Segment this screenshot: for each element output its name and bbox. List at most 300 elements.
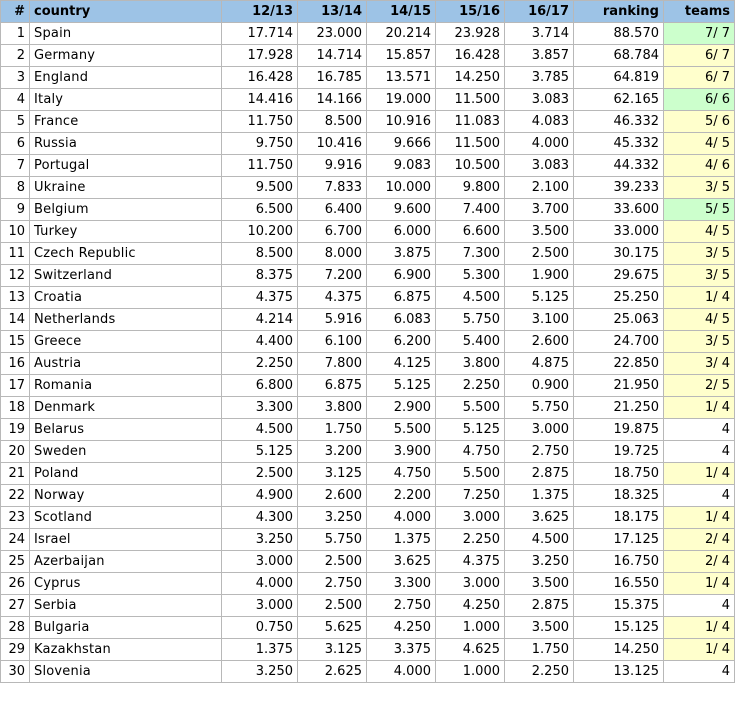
cell-season-2012-13: 3.250 bbox=[222, 529, 298, 551]
cell-season-2012-13: 2.500 bbox=[222, 463, 298, 485]
cell-season-2016-17: 5.750 bbox=[505, 397, 574, 419]
cell-season-2013-14: 3.125 bbox=[298, 639, 367, 661]
cell-season-2013-14: 3.125 bbox=[298, 463, 367, 485]
cell-teams: 1/ 4 bbox=[664, 463, 735, 485]
cell-season-2014-15: 6.083 bbox=[367, 309, 436, 331]
cell-rank-number: 8 bbox=[1, 177, 30, 199]
cell-season-2015-16: 3.000 bbox=[436, 573, 505, 595]
cell-season-2016-17: 0.900 bbox=[505, 375, 574, 397]
cell-season-2016-17: 3.083 bbox=[505, 155, 574, 177]
cell-rank-number: 17 bbox=[1, 375, 30, 397]
cell-rank-number: 1 bbox=[1, 23, 30, 45]
table-row bbox=[1, 133, 735, 155]
cell-rank-number: 29 bbox=[1, 639, 30, 661]
cell-season-2013-14: 7.200 bbox=[298, 265, 367, 287]
cell-rank-number: 4 bbox=[1, 89, 30, 111]
cell-season-2012-13: 9.500 bbox=[222, 177, 298, 199]
cell-season-2014-15: 4.125 bbox=[367, 353, 436, 375]
cell-season-2015-16: 11.500 bbox=[436, 133, 505, 155]
cell-rank-number: 7 bbox=[1, 155, 30, 177]
cell-ranking: 29.675 bbox=[574, 265, 664, 287]
table-row bbox=[1, 89, 735, 111]
cell-season-2015-16: 14.250 bbox=[436, 67, 505, 89]
cell-season-2014-15: 4.250 bbox=[367, 617, 436, 639]
cell-season-2015-16: 7.400 bbox=[436, 199, 505, 221]
cell-season-2014-15: 1.375 bbox=[367, 529, 436, 551]
cell-ranking: 16.550 bbox=[574, 573, 664, 595]
cell-teams: 1/ 4 bbox=[664, 507, 735, 529]
cell-ranking: 62.165 bbox=[574, 89, 664, 111]
header-teams[interactable]: teams bbox=[664, 1, 735, 23]
cell-season-2014-15: 6.875 bbox=[367, 287, 436, 309]
cell-ranking: 25.250 bbox=[574, 287, 664, 309]
cell-country: France bbox=[30, 111, 222, 133]
cell-season-2015-16: 7.250 bbox=[436, 485, 505, 507]
header-season-2015-16[interactable]: 15/16 bbox=[436, 1, 505, 23]
cell-country: Croatia bbox=[30, 287, 222, 309]
cell-rank-number: 24 bbox=[1, 529, 30, 551]
cell-country: Norway bbox=[30, 485, 222, 507]
table-row bbox=[1, 309, 735, 331]
cell-season-2013-14: 3.800 bbox=[298, 397, 367, 419]
cell-season-2014-15: 19.000 bbox=[367, 89, 436, 111]
cell-season-2013-14: 1.750 bbox=[298, 419, 367, 441]
cell-rank-number: 9 bbox=[1, 199, 30, 221]
header-season-2016-17[interactable]: 16/17 bbox=[505, 1, 574, 23]
cell-country: Switzerland bbox=[30, 265, 222, 287]
cell-country: Germany bbox=[30, 45, 222, 67]
cell-season-2016-17: 3.500 bbox=[505, 617, 574, 639]
cell-season-2014-15: 3.300 bbox=[367, 573, 436, 595]
cell-country: Israel bbox=[30, 529, 222, 551]
cell-country: Sweden bbox=[30, 441, 222, 463]
cell-season-2015-16: 11.083 bbox=[436, 111, 505, 133]
table-row bbox=[1, 463, 735, 485]
cell-rank-number: 20 bbox=[1, 441, 30, 463]
cell-rank-number: 13 bbox=[1, 287, 30, 309]
cell-season-2013-14: 2.500 bbox=[298, 595, 367, 617]
table-row bbox=[1, 353, 735, 375]
table-row bbox=[1, 331, 735, 353]
cell-season-2015-16: 4.250 bbox=[436, 595, 505, 617]
cell-season-2016-17: 3.785 bbox=[505, 67, 574, 89]
cell-season-2013-14: 6.875 bbox=[298, 375, 367, 397]
cell-season-2014-15: 10.000 bbox=[367, 177, 436, 199]
cell-country: Netherlands bbox=[30, 309, 222, 331]
cell-country: Russia bbox=[30, 133, 222, 155]
cell-season-2016-17: 4.083 bbox=[505, 111, 574, 133]
cell-teams: 1/ 4 bbox=[664, 287, 735, 309]
cell-season-2016-17: 4.000 bbox=[505, 133, 574, 155]
table-row bbox=[1, 23, 735, 45]
cell-ranking: 15.375 bbox=[574, 595, 664, 617]
cell-rank-number: 3 bbox=[1, 67, 30, 89]
cell-country: England bbox=[30, 67, 222, 89]
cell-country: Slovenia bbox=[30, 661, 222, 683]
cell-country: Portugal bbox=[30, 155, 222, 177]
cell-teams: 3/ 5 bbox=[664, 177, 735, 199]
cell-season-2014-15: 9.666 bbox=[367, 133, 436, 155]
cell-rank-number: 23 bbox=[1, 507, 30, 529]
cell-season-2013-14: 7.833 bbox=[298, 177, 367, 199]
cell-season-2014-15: 15.857 bbox=[367, 45, 436, 67]
table-row bbox=[1, 661, 735, 683]
cell-ranking: 19.725 bbox=[574, 441, 664, 463]
cell-season-2016-17: 2.875 bbox=[505, 463, 574, 485]
cell-rank-number: 2 bbox=[1, 45, 30, 67]
cell-season-2012-13: 4.300 bbox=[222, 507, 298, 529]
cell-ranking: 24.700 bbox=[574, 331, 664, 353]
cell-country: Spain bbox=[30, 23, 222, 45]
cell-season-2013-14: 5.750 bbox=[298, 529, 367, 551]
cell-season-2012-13: 17.928 bbox=[222, 45, 298, 67]
table-row bbox=[1, 177, 735, 199]
cell-ranking: 22.850 bbox=[574, 353, 664, 375]
cell-season-2016-17: 3.083 bbox=[505, 89, 574, 111]
cell-ranking: 44.332 bbox=[574, 155, 664, 177]
cell-season-2014-15: 2.900 bbox=[367, 397, 436, 419]
cell-country: Czech Republic bbox=[30, 243, 222, 265]
cell-season-2016-17: 1.375 bbox=[505, 485, 574, 507]
cell-ranking: 16.750 bbox=[574, 551, 664, 573]
cell-season-2014-15: 6.900 bbox=[367, 265, 436, 287]
cell-season-2012-13: 4.375 bbox=[222, 287, 298, 309]
cell-teams: 1/ 4 bbox=[664, 639, 735, 661]
cell-teams: 4 bbox=[664, 441, 735, 463]
cell-season-2012-13: 2.250 bbox=[222, 353, 298, 375]
cell-ranking: 14.250 bbox=[574, 639, 664, 661]
cell-season-2014-15: 3.875 bbox=[367, 243, 436, 265]
cell-country: Belarus bbox=[30, 419, 222, 441]
table-row bbox=[1, 45, 735, 67]
cell-ranking: 17.125 bbox=[574, 529, 664, 551]
cell-season-2015-16: 5.500 bbox=[436, 397, 505, 419]
cell-teams: 3/ 4 bbox=[664, 353, 735, 375]
cell-teams: 4/ 5 bbox=[664, 221, 735, 243]
cell-season-2015-16: 5.750 bbox=[436, 309, 505, 331]
cell-season-2013-14: 16.785 bbox=[298, 67, 367, 89]
header-season-2012-13[interactable]: 12/13 bbox=[222, 1, 298, 23]
cell-season-2014-15: 10.916 bbox=[367, 111, 436, 133]
table-row bbox=[1, 111, 735, 133]
cell-season-2015-16: 1.000 bbox=[436, 617, 505, 639]
cell-ranking: 33.000 bbox=[574, 221, 664, 243]
cell-season-2016-17: 2.750 bbox=[505, 441, 574, 463]
cell-season-2014-15: 4.750 bbox=[367, 463, 436, 485]
table-row bbox=[1, 155, 735, 177]
cell-rank-number: 10 bbox=[1, 221, 30, 243]
cell-country: Austria bbox=[30, 353, 222, 375]
cell-season-2013-14: 6.400 bbox=[298, 199, 367, 221]
table-row bbox=[1, 485, 735, 507]
cell-ranking: 15.125 bbox=[574, 617, 664, 639]
table-row bbox=[1, 199, 735, 221]
table-row bbox=[1, 397, 735, 419]
cell-country: Serbia bbox=[30, 595, 222, 617]
cell-season-2014-15: 3.375 bbox=[367, 639, 436, 661]
table-row bbox=[1, 617, 735, 639]
cell-season-2016-17: 3.625 bbox=[505, 507, 574, 529]
cell-season-2012-13: 4.214 bbox=[222, 309, 298, 331]
cell-season-2015-16: 5.125 bbox=[436, 419, 505, 441]
cell-season-2013-14: 10.416 bbox=[298, 133, 367, 155]
cell-season-2014-15: 5.125 bbox=[367, 375, 436, 397]
cell-season-2016-17: 1.900 bbox=[505, 265, 574, 287]
cell-ranking: 88.570 bbox=[574, 23, 664, 45]
cell-country: Azerbaijan bbox=[30, 551, 222, 573]
cell-country: Poland bbox=[30, 463, 222, 485]
cell-rank-number: 26 bbox=[1, 573, 30, 595]
cell-teams: 3/ 5 bbox=[664, 243, 735, 265]
cell-rank-number: 11 bbox=[1, 243, 30, 265]
cell-season-2016-17: 4.875 bbox=[505, 353, 574, 375]
cell-season-2013-14: 8.500 bbox=[298, 111, 367, 133]
cell-season-2012-13: 11.750 bbox=[222, 155, 298, 177]
cell-teams: 2/ 4 bbox=[664, 551, 735, 573]
cell-teams: 6/ 7 bbox=[664, 45, 735, 67]
table-row bbox=[1, 287, 735, 309]
cell-season-2015-16: 23.928 bbox=[436, 23, 505, 45]
cell-season-2015-16: 4.625 bbox=[436, 639, 505, 661]
cell-season-2012-13: 3.000 bbox=[222, 551, 298, 573]
table-row bbox=[1, 551, 735, 573]
cell-rank-number: 21 bbox=[1, 463, 30, 485]
cell-season-2014-15: 4.000 bbox=[367, 507, 436, 529]
cell-season-2012-13: 3.300 bbox=[222, 397, 298, 419]
cell-season-2013-14: 23.000 bbox=[298, 23, 367, 45]
cell-season-2012-13: 14.416 bbox=[222, 89, 298, 111]
cell-ranking: 68.784 bbox=[574, 45, 664, 67]
cell-ranking: 19.875 bbox=[574, 419, 664, 441]
cell-season-2016-17: 2.875 bbox=[505, 595, 574, 617]
cell-teams: 6/ 7 bbox=[664, 67, 735, 89]
cell-country: Ukraine bbox=[30, 177, 222, 199]
cell-season-2012-13: 4.400 bbox=[222, 331, 298, 353]
cell-season-2014-15: 6.000 bbox=[367, 221, 436, 243]
cell-ranking: 18.175 bbox=[574, 507, 664, 529]
table-row bbox=[1, 595, 735, 617]
cell-season-2015-16: 7.300 bbox=[436, 243, 505, 265]
cell-ranking: 33.600 bbox=[574, 199, 664, 221]
cell-rank-number: 28 bbox=[1, 617, 30, 639]
cell-country: Greece bbox=[30, 331, 222, 353]
cell-rank-number: 16 bbox=[1, 353, 30, 375]
cell-season-2012-13: 4.000 bbox=[222, 573, 298, 595]
header-rank-number[interactable]: # bbox=[1, 1, 30, 23]
cell-season-2014-15: 9.083 bbox=[367, 155, 436, 177]
cell-rank-number: 12 bbox=[1, 265, 30, 287]
cell-season-2015-16: 9.800 bbox=[436, 177, 505, 199]
cell-teams: 2/ 5 bbox=[664, 375, 735, 397]
table-row bbox=[1, 419, 735, 441]
cell-country: Denmark bbox=[30, 397, 222, 419]
cell-season-2013-14: 2.500 bbox=[298, 551, 367, 573]
table-row bbox=[1, 67, 735, 89]
cell-teams: 4 bbox=[664, 661, 735, 683]
cell-season-2016-17: 2.250 bbox=[505, 661, 574, 683]
cell-country: Bulgaria bbox=[30, 617, 222, 639]
cell-teams: 6/ 6 bbox=[664, 89, 735, 111]
cell-ranking: 39.233 bbox=[574, 177, 664, 199]
cell-season-2013-14: 6.700 bbox=[298, 221, 367, 243]
cell-season-2014-15: 2.200 bbox=[367, 485, 436, 507]
cell-season-2015-16: 5.300 bbox=[436, 265, 505, 287]
cell-season-2013-14: 5.916 bbox=[298, 309, 367, 331]
cell-season-2012-13: 17.714 bbox=[222, 23, 298, 45]
cell-season-2016-17: 2.600 bbox=[505, 331, 574, 353]
table-header bbox=[1, 1, 735, 23]
cell-season-2016-17: 3.500 bbox=[505, 221, 574, 243]
cell-season-2014-15: 20.214 bbox=[367, 23, 436, 45]
cell-country: Belgium bbox=[30, 199, 222, 221]
cell-teams: 3/ 5 bbox=[664, 331, 735, 353]
cell-season-2012-13: 16.428 bbox=[222, 67, 298, 89]
cell-season-2012-13: 9.750 bbox=[222, 133, 298, 155]
cell-season-2013-14: 2.625 bbox=[298, 661, 367, 683]
cell-country: Italy bbox=[30, 89, 222, 111]
cell-teams: 1/ 4 bbox=[664, 397, 735, 419]
cell-season-2012-13: 8.375 bbox=[222, 265, 298, 287]
cell-season-2016-17: 3.250 bbox=[505, 551, 574, 573]
cell-season-2016-17: 3.100 bbox=[505, 309, 574, 331]
cell-season-2013-14: 8.000 bbox=[298, 243, 367, 265]
cell-season-2012-13: 8.500 bbox=[222, 243, 298, 265]
cell-season-2013-14: 3.200 bbox=[298, 441, 367, 463]
cell-season-2015-16: 2.250 bbox=[436, 375, 505, 397]
header-season-2013-14[interactable]: 13/14 bbox=[298, 1, 367, 23]
cell-season-2016-17: 5.125 bbox=[505, 287, 574, 309]
cell-season-2016-17: 3.700 bbox=[505, 199, 574, 221]
cell-ranking: 46.332 bbox=[574, 111, 664, 133]
cell-country: Romania bbox=[30, 375, 222, 397]
cell-season-2014-15: 4.000 bbox=[367, 661, 436, 683]
cell-season-2015-16: 10.500 bbox=[436, 155, 505, 177]
table-row bbox=[1, 573, 735, 595]
cell-season-2015-16: 6.600 bbox=[436, 221, 505, 243]
cell-teams: 3/ 5 bbox=[664, 265, 735, 287]
header-row bbox=[1, 1, 735, 23]
cell-season-2015-16: 4.500 bbox=[436, 287, 505, 309]
cell-country: Cyprus bbox=[30, 573, 222, 595]
cell-rank-number: 22 bbox=[1, 485, 30, 507]
cell-rank-number: 18 bbox=[1, 397, 30, 419]
cell-season-2014-15: 6.200 bbox=[367, 331, 436, 353]
cell-season-2016-17: 3.000 bbox=[505, 419, 574, 441]
cell-season-2013-14: 14.714 bbox=[298, 45, 367, 67]
table-row bbox=[1, 265, 735, 287]
cell-ranking: 21.950 bbox=[574, 375, 664, 397]
table-row bbox=[1, 639, 735, 661]
cell-season-2016-17: 2.100 bbox=[505, 177, 574, 199]
cell-season-2015-16: 5.400 bbox=[436, 331, 505, 353]
cell-ranking: 18.325 bbox=[574, 485, 664, 507]
cell-rank-number: 27 bbox=[1, 595, 30, 617]
cell-season-2012-13: 1.375 bbox=[222, 639, 298, 661]
cell-teams: 5/ 6 bbox=[664, 111, 735, 133]
cell-rank-number: 5 bbox=[1, 111, 30, 133]
cell-season-2013-14: 2.750 bbox=[298, 573, 367, 595]
cell-season-2012-13: 0.750 bbox=[222, 617, 298, 639]
cell-season-2012-13: 6.800 bbox=[222, 375, 298, 397]
cell-rank-number: 19 bbox=[1, 419, 30, 441]
cell-season-2013-14: 6.100 bbox=[298, 331, 367, 353]
cell-rank-number: 30 bbox=[1, 661, 30, 683]
table-row bbox=[1, 243, 735, 265]
cell-ranking: 13.125 bbox=[574, 661, 664, 683]
cell-season-2013-14: 7.800 bbox=[298, 353, 367, 375]
table-row bbox=[1, 375, 735, 397]
cell-season-2013-14: 5.625 bbox=[298, 617, 367, 639]
cell-season-2015-16: 5.500 bbox=[436, 463, 505, 485]
header-ranking[interactable]: ranking bbox=[574, 1, 664, 23]
cell-season-2013-14: 3.250 bbox=[298, 507, 367, 529]
cell-season-2013-14: 14.166 bbox=[298, 89, 367, 111]
cell-season-2012-13: 3.250 bbox=[222, 661, 298, 683]
cell-country: Scotland bbox=[30, 507, 222, 529]
cell-season-2015-16: 11.500 bbox=[436, 89, 505, 111]
table-body bbox=[1, 23, 735, 683]
cell-season-2015-16: 2.250 bbox=[436, 529, 505, 551]
cell-ranking: 21.250 bbox=[574, 397, 664, 419]
cell-ranking: 18.750 bbox=[574, 463, 664, 485]
cell-season-2012-13: 10.200 bbox=[222, 221, 298, 243]
cell-season-2016-17: 3.857 bbox=[505, 45, 574, 67]
header-season-2014-15[interactable]: 14/15 bbox=[367, 1, 436, 23]
cell-ranking: 64.819 bbox=[574, 67, 664, 89]
cell-season-2015-16: 1.000 bbox=[436, 661, 505, 683]
cell-country: Kazakhstan bbox=[30, 639, 222, 661]
cell-teams: 5/ 5 bbox=[664, 199, 735, 221]
cell-ranking: 30.175 bbox=[574, 243, 664, 265]
cell-rank-number: 14 bbox=[1, 309, 30, 331]
cell-teams: 4 bbox=[664, 595, 735, 617]
cell-season-2016-17: 4.500 bbox=[505, 529, 574, 551]
table-row bbox=[1, 507, 735, 529]
cell-teams: 4 bbox=[664, 485, 735, 507]
cell-season-2012-13: 3.000 bbox=[222, 595, 298, 617]
cell-season-2015-16: 4.375 bbox=[436, 551, 505, 573]
cell-season-2012-13: 11.750 bbox=[222, 111, 298, 133]
cell-teams: 4/ 5 bbox=[664, 309, 735, 331]
cell-season-2014-15: 3.900 bbox=[367, 441, 436, 463]
cell-season-2013-14: 4.375 bbox=[298, 287, 367, 309]
cell-season-2012-13: 4.900 bbox=[222, 485, 298, 507]
cell-country: Turkey bbox=[30, 221, 222, 243]
cell-teams: 4/ 6 bbox=[664, 155, 735, 177]
cell-season-2016-17: 1.750 bbox=[505, 639, 574, 661]
cell-season-2016-17: 3.500 bbox=[505, 573, 574, 595]
cell-season-2014-15: 2.750 bbox=[367, 595, 436, 617]
cell-rank-number: 6 bbox=[1, 133, 30, 155]
cell-season-2014-15: 3.625 bbox=[367, 551, 436, 573]
cell-season-2015-16: 4.750 bbox=[436, 441, 505, 463]
cell-teams: 7/ 7 bbox=[664, 23, 735, 45]
cell-ranking: 25.063 bbox=[574, 309, 664, 331]
table-row bbox=[1, 441, 735, 463]
cell-teams: 4/ 5 bbox=[664, 133, 735, 155]
cell-season-2015-16: 16.428 bbox=[436, 45, 505, 67]
cell-teams: 1/ 4 bbox=[664, 573, 735, 595]
cell-season-2012-13: 5.125 bbox=[222, 441, 298, 463]
cell-rank-number: 25 bbox=[1, 551, 30, 573]
cell-season-2015-16: 3.000 bbox=[436, 507, 505, 529]
table-row bbox=[1, 529, 735, 551]
cell-season-2014-15: 13.571 bbox=[367, 67, 436, 89]
cell-season-2016-17: 3.714 bbox=[505, 23, 574, 45]
cell-teams: 1/ 4 bbox=[664, 617, 735, 639]
header-country[interactable]: country bbox=[30, 1, 222, 23]
cell-season-2014-15: 9.600 bbox=[367, 199, 436, 221]
